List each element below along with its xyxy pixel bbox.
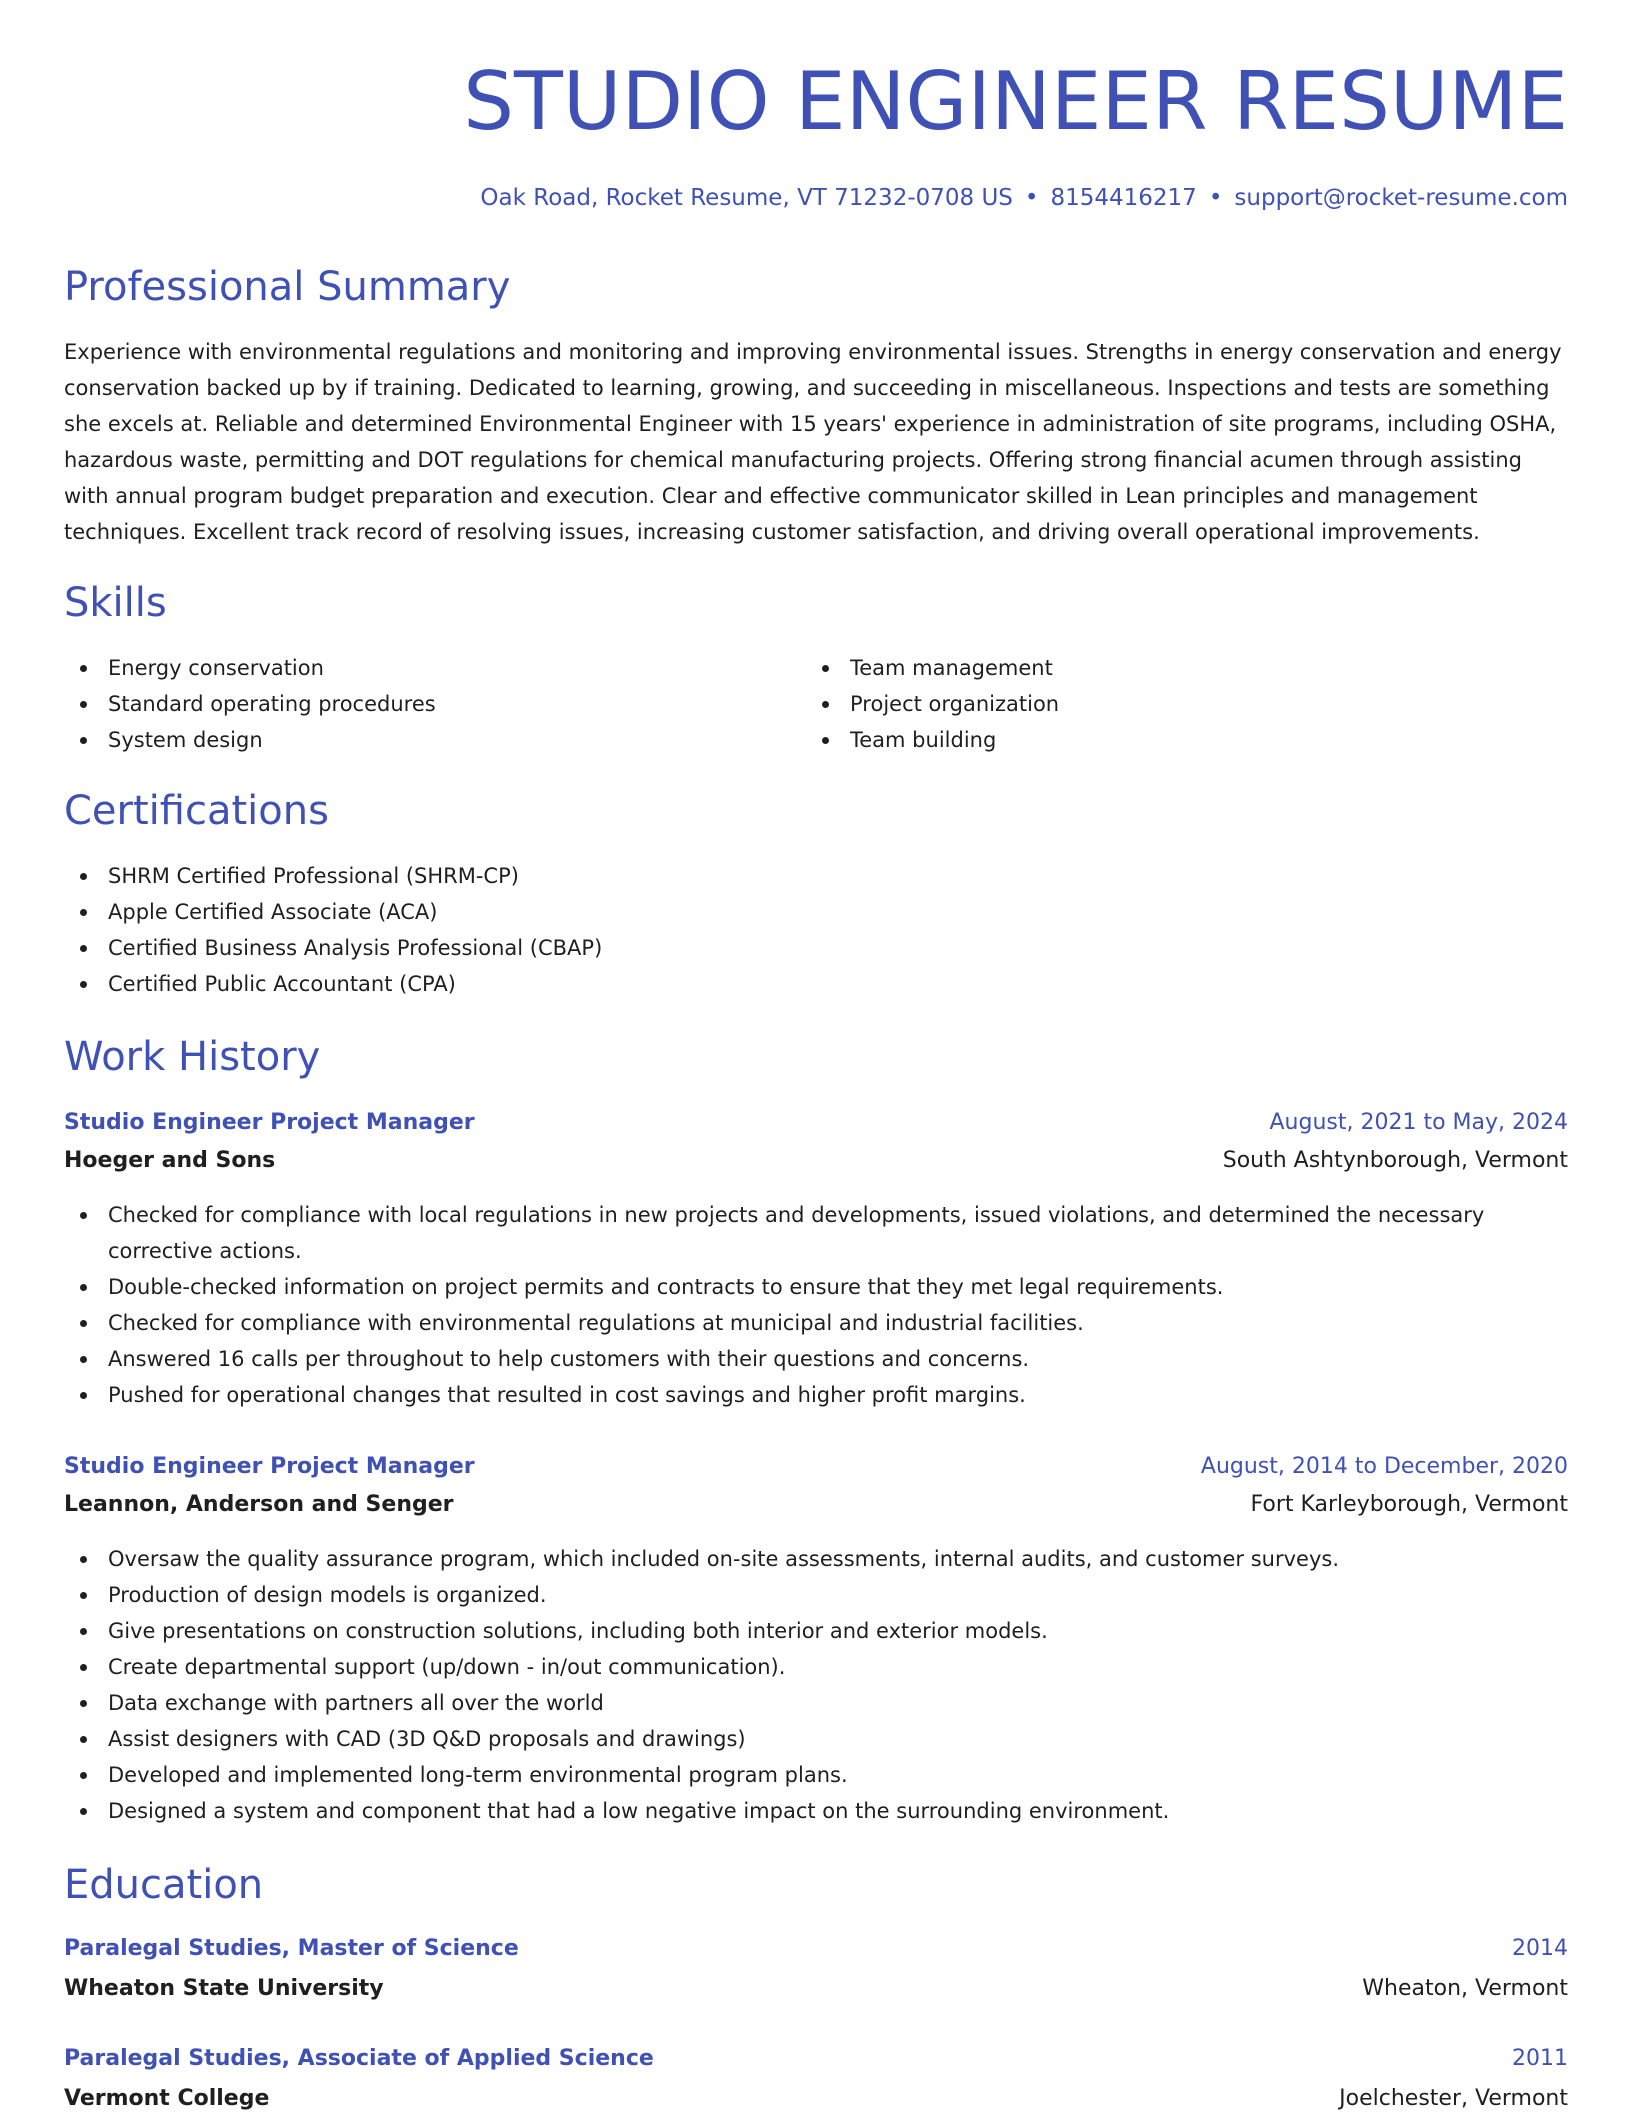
skills-column-left <box>64 650 806 758</box>
education-school: Wheaton State University <box>64 1976 384 2001</box>
certification-item: Certified Public Accountant (CPA) <box>64 966 1568 1002</box>
job-duty-item: Data exchange with partners all over the world <box>64 1685 1568 1721</box>
contact-separator: • <box>1208 185 1223 211</box>
job-header <box>64 1448 1568 1486</box>
education-header <box>64 2040 1568 2078</box>
certifications-list <box>64 858 1568 1002</box>
education-school: Vermont College <box>64 2086 270 2111</box>
skill-item: Standard operating procedures <box>64 686 806 722</box>
certification-item: Apple Certified Associate (ACA) <box>64 894 1568 930</box>
education-year: 2014 <box>1512 1936 1568 1961</box>
resume-title: STUDIO ENGINEER RESUME <box>463 55 1568 148</box>
job-duty-item: Checked for compliance with local regulations in new projects and developments, issued violations, and determined the necessary corrective actions. <box>64 1197 1568 1269</box>
education-location: Wheaton, Vermont <box>1362 1976 1568 2001</box>
job-dates: August, 2021 to May, 2024 <box>1269 1110 1568 1135</box>
skill-item: System design <box>64 722 806 758</box>
job-duty-item: Production of design models is organized. <box>64 1577 1568 1613</box>
contact-email[interactable]: support@rocket-resume.com <box>1234 185 1568 211</box>
job-dates: August, 2014 to December, 2020 <box>1200 1454 1568 1479</box>
certification-item: SHRM Certified Professional (SHRM-CP) <box>64 858 1568 894</box>
section-heading-education: Education <box>64 1862 264 1908</box>
job-subheader <box>64 1486 1568 1524</box>
skills-list <box>64 650 1568 758</box>
education-degree: Paralegal Studies, Master of Science <box>64 1936 519 1961</box>
education-header <box>64 1930 1568 1968</box>
job-duty-item: Answered 16 calls per throughout to help customers with their questions and concerns. <box>64 1341 1568 1377</box>
education-location: Joelchester, Vermont <box>1339 2086 1568 2111</box>
section-heading-summary: Professional Summary <box>64 264 511 310</box>
education-degree: Paralegal Studies, Associate of Applied Science <box>64 2046 654 2071</box>
education-year: 2011 <box>1512 2046 1568 2071</box>
job-duty-item: Double-checked information on project permits and contracts to ensure that they met legal requirements. <box>64 1269 1568 1305</box>
education-subheader <box>64 1970 1568 2008</box>
job-location: South Ashtynborough, Vermont <box>1222 1148 1568 1173</box>
contact-phone: 8154416217 <box>1050 185 1197 211</box>
contact-line <box>64 182 1568 214</box>
contact-address: Oak Road, Rocket Resume, VT 71232-0708 US <box>480 185 1013 211</box>
section-heading-skills: Skills <box>64 580 167 626</box>
section-heading-certifications: Certifications <box>64 788 329 834</box>
job-duty-item: Pushed for operational changes that resulted in cost savings and higher profit margins. <box>64 1377 1568 1413</box>
job-duty-item: Designed a system and component that had a low negative impact on the surrounding environment. <box>64 1793 1568 1829</box>
job-title: Studio Engineer Project Manager <box>64 1454 475 1479</box>
job-company: Hoeger and Sons <box>64 1148 276 1173</box>
job-duty-item: Oversaw the quality assurance program, which included on-site assessments, internal audits, and customer surveys. <box>64 1541 1568 1577</box>
skill-item: Energy conservation <box>64 650 806 686</box>
job-duties-list <box>64 1197 1568 1413</box>
job-title: Studio Engineer Project Manager <box>64 1110 475 1135</box>
job-company: Leannon, Anderson and Senger <box>64 1492 454 1517</box>
skills-column-right <box>806 650 1548 758</box>
certification-item: Certified Business Analysis Professional (CBAP) <box>64 930 1568 966</box>
summary-text: Experience with environmental regulations and monitoring and improving environmental issues. Strengths in energy conservation and energy conservation backed up by if training. Dedicated to learning, growing, and succeeding in miscellaneous. Inspections and tests are something she excels at. Reliable and determined Environmental Engineer with 15 years' experience in administration of site programs, including OSHA, hazardous waste, permitting and DOT regulations for chemical manufacturing projects. Offering strong financial acumen through assisting with annual program budget preparation and execution. Clear and effective communicator skilled in Lean principles and management techniques. Excellent track record of resolving issues, increasing customer satisfaction, and driving overall operational improvements. <box>64 340 1562 544</box>
skill-item: Team management <box>806 650 1548 686</box>
job-location: Fort Karleyborough, Vermont <box>1250 1492 1568 1517</box>
job-duty-item: Create departmental support (up/down - in/out communication). <box>64 1649 1568 1685</box>
section-heading-work-history: Work History <box>64 1034 321 1080</box>
job-duty-item: Developed and implemented long-term environmental program plans. <box>64 1757 1568 1793</box>
skill-item: Team building <box>806 722 1548 758</box>
education-subheader <box>64 2080 1568 2118</box>
job-duty-item: Checked for compliance with environmental regulations at municipal and industrial facilities. <box>64 1305 1568 1341</box>
job-header <box>64 1104 1568 1142</box>
job-duty-item: Assist designers with CAD (3D Q&D proposals and drawings) <box>64 1721 1568 1757</box>
job-subheader <box>64 1142 1568 1180</box>
skill-item: Project organization <box>806 686 1548 722</box>
resume-page <box>64 0 1568 2111</box>
job-duty-item: Give presentations on construction solutions, including both interior and exterior models. <box>64 1613 1568 1649</box>
job-duties-list <box>64 1541 1568 1829</box>
contact-separator: • <box>1024 185 1039 211</box>
